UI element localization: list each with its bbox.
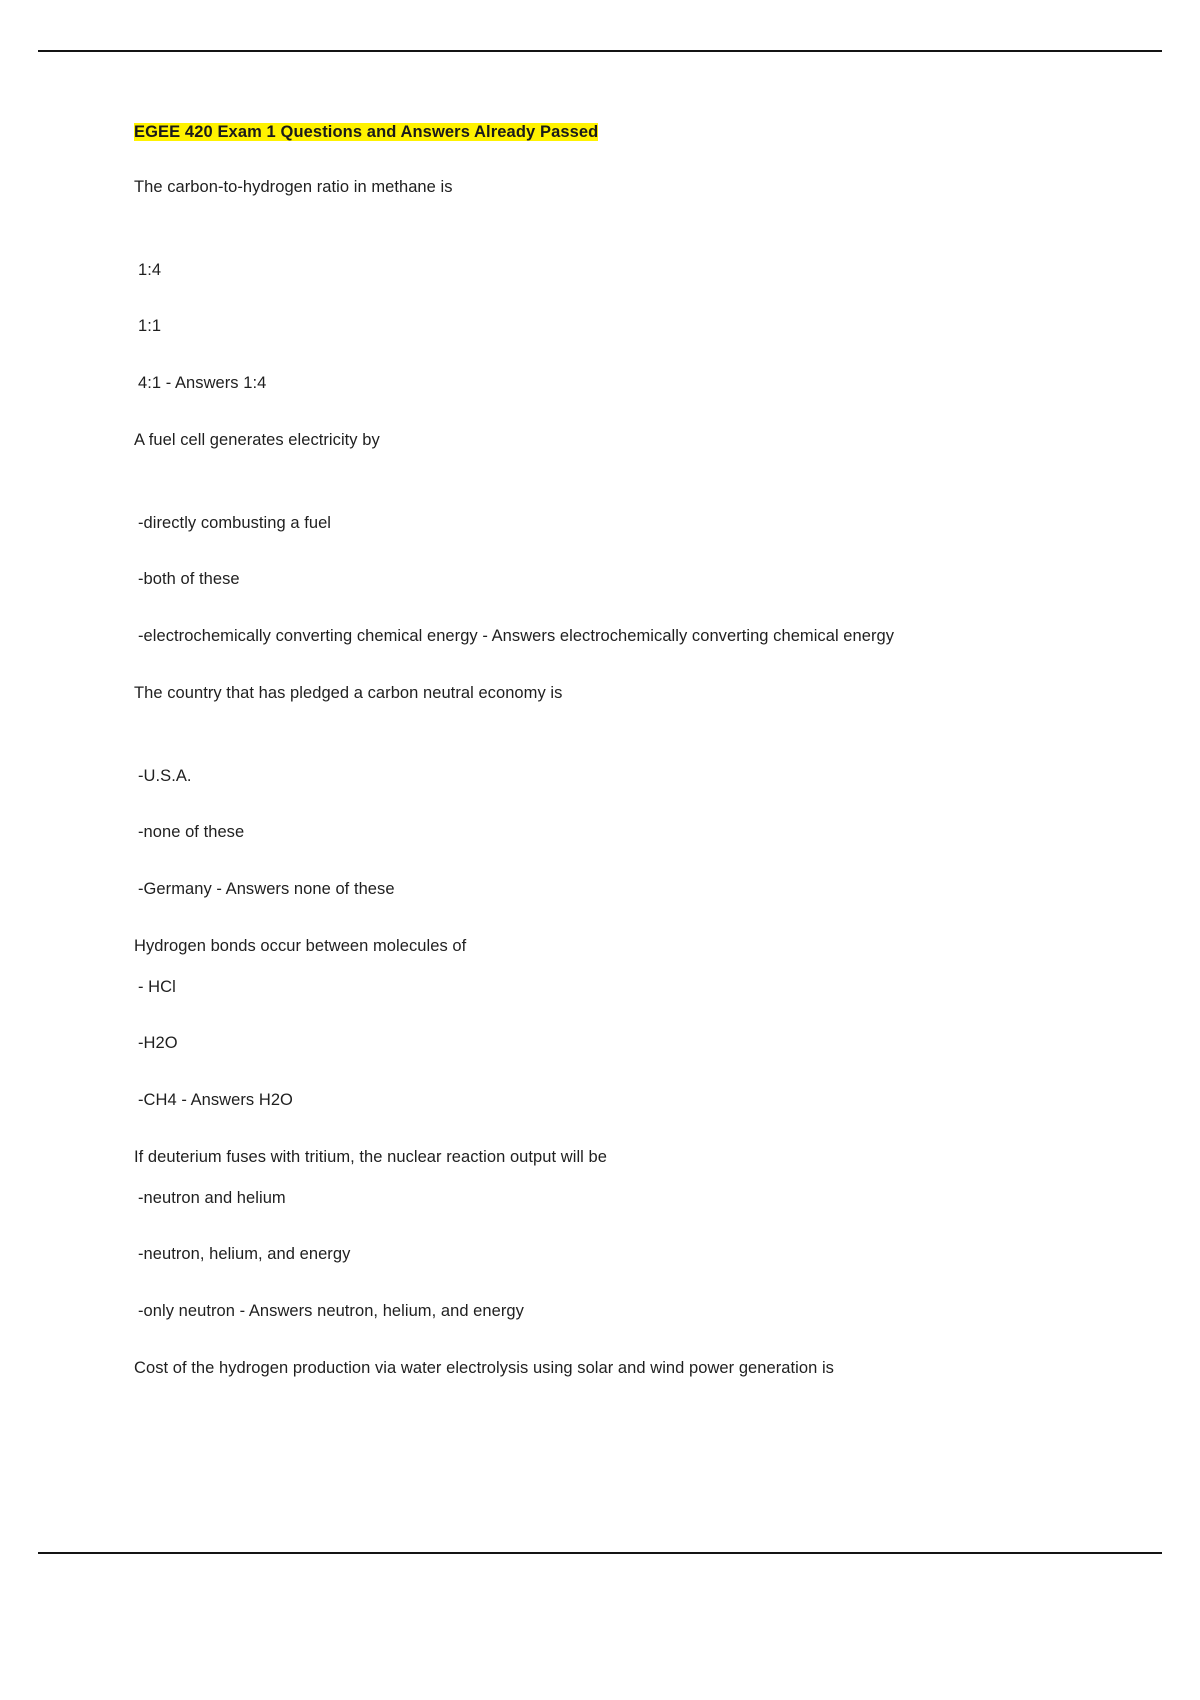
answer-option: -neutron and helium [138, 1188, 286, 1207]
block-spacer [134, 216, 1094, 258]
qa-block [134, 428, 1094, 649]
qa-block [134, 175, 1094, 396]
page-title: EGEE 420 Exam 1 Questions and Answers Already Passed [134, 123, 599, 141]
question-text: The country that has pledged a carbon neutral economy is [134, 683, 563, 702]
answer-option: -none of these [138, 823, 245, 842]
qa-block [134, 681, 1094, 902]
document-page [38, 0, 1162, 1700]
answer-option: 4:1 - Answers 1:4 [138, 374, 267, 392]
answer-option: -only neutron - Answers neutron, helium, and energy [138, 1302, 524, 1320]
answer-option: -U.S.A. [138, 766, 192, 785]
answer-option: -directly combusting a fuel [138, 513, 332, 532]
answer-option: 1:1 [138, 317, 162, 336]
answer-option: - HCl [138, 977, 176, 996]
block-spacer [134, 469, 1094, 511]
document-body [134, 120, 1094, 1397]
question-text: Cost of the hydrogen production via water electrolysis using solar and wind power generation is [134, 1358, 834, 1377]
qa-block [134, 1145, 1094, 1324]
answer-option: 1:4 [138, 260, 162, 279]
question-text: If deuterium fuses with tritium, the nuclear reaction output will be [134, 1147, 607, 1166]
answer-option: -CH4 - Answers H2O [138, 1091, 293, 1109]
question-text: Hydrogen bonds occur between molecules of [134, 936, 467, 955]
answer-option: -neutron, helium, and energy [138, 1245, 351, 1264]
answer-option: -electrochemically converting chemical energy - Answers electrochemically converting chemical energy [138, 627, 895, 645]
qa-block [134, 934, 1094, 1113]
header-divider [38, 50, 1162, 52]
question-text: A fuel cell generates electricity by [134, 430, 380, 449]
footer-divider [38, 1552, 1162, 1554]
document-title-row [134, 120, 1094, 145]
qa-block [134, 1356, 1094, 1381]
block-spacer [134, 722, 1094, 764]
answer-option: -Germany - Answers none of these [138, 880, 395, 898]
answer-option: -both of these [138, 570, 240, 589]
answer-option: -H2O [138, 1034, 178, 1053]
question-text: The carbon-to-hydrogen ratio in methane is [134, 177, 453, 196]
